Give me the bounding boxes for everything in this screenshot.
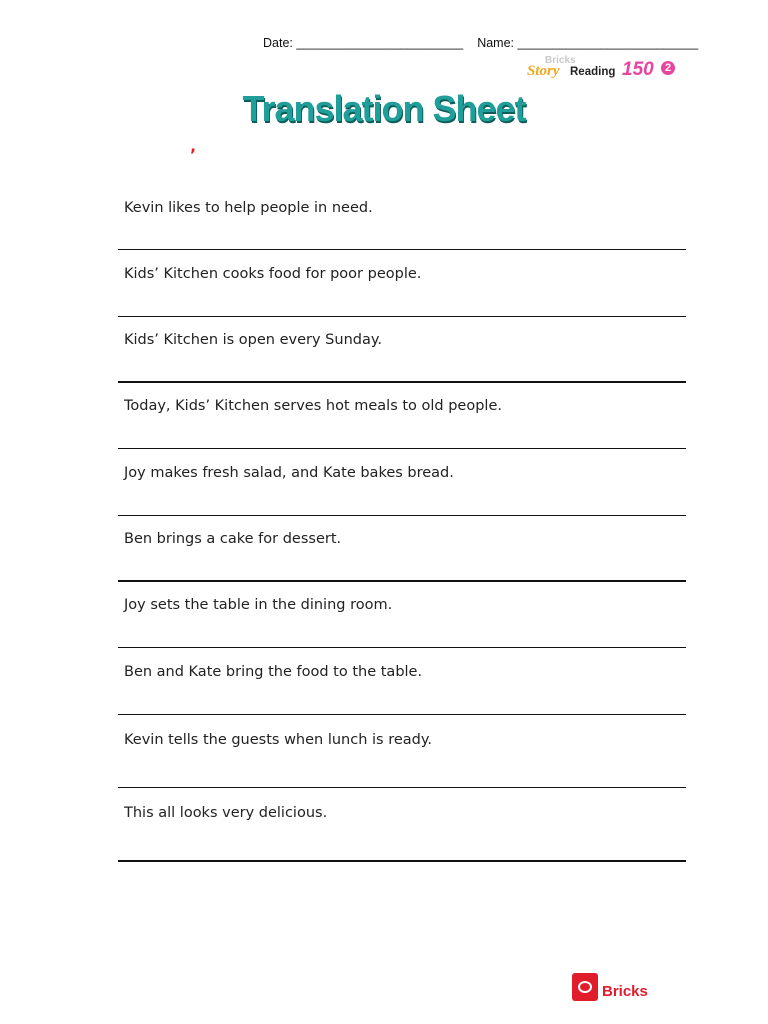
answer-line-5[interactable] (118, 515, 686, 516)
bricks-mascot-icon (572, 973, 598, 1001)
page-title: Translation Sheet (242, 88, 526, 129)
sentence-3: Kids’ Kitchen is open every Sunday. (124, 332, 382, 348)
sentence-5: Joy makes fresh salad, and Kate bakes bread. (124, 465, 454, 481)
answer-line-2[interactable] (118, 316, 686, 317)
sentence-7: Joy sets the table in the dining room. (124, 597, 393, 613)
sentence-1: Kevin likes to help people in need. (124, 200, 373, 216)
series-logo-reading: Reading (570, 66, 616, 78)
answer-line-1[interactable] (118, 249, 686, 250)
sentence-4: Today, Kids’ Kitchen serves hot meals to old people. (124, 398, 502, 414)
series-logo-bricks: Bricks (545, 55, 576, 66)
name-field[interactable]: Name: __________________________ (477, 36, 699, 50)
answer-line-3[interactable] (118, 381, 686, 383)
sentence-8: Ben and Kate bring the food to the table. (124, 664, 423, 680)
answer-line-8[interactable] (118, 714, 686, 715)
series-logo (527, 57, 687, 81)
series-logo-volume-badge: 2 (661, 61, 675, 75)
header-fields (263, 36, 698, 50)
series-logo-story: Story (527, 63, 560, 79)
sentence-2: Kids’ Kitchen cooks food for poor people. (124, 266, 422, 282)
date-field[interactable]: Date: ________________________ (263, 36, 464, 50)
answer-line-4[interactable] (118, 448, 686, 449)
bricks-wordmark: Bricks (602, 983, 648, 1000)
sentence-9: Kevin tells the guests when lunch is ready. (124, 732, 432, 748)
series-logo-number: 150 (622, 59, 654, 80)
sentence-10: This all looks very delicious. (124, 805, 328, 821)
sentence-6: Ben brings a cake for dessert. (124, 531, 342, 547)
answer-line-7[interactable] (118, 647, 686, 648)
bricks-footer-logo (572, 973, 662, 1003)
red-apostrophe-mark: ’ (190, 145, 197, 164)
answer-line-10[interactable] (118, 860, 686, 862)
answer-line-9[interactable] (118, 787, 686, 788)
answer-line-6[interactable] (118, 580, 686, 582)
